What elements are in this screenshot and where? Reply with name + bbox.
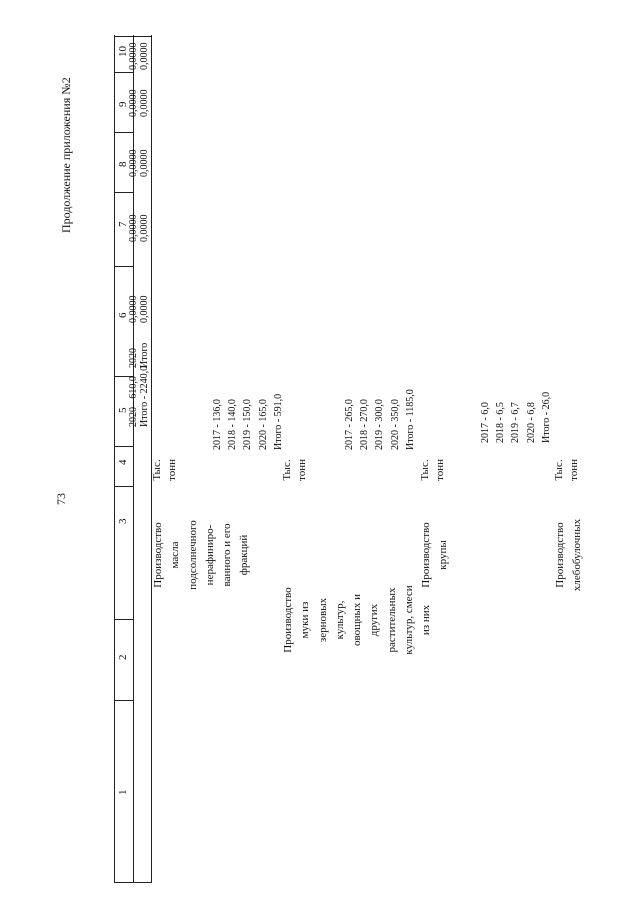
col-separator-9 [114, 72, 134, 73]
row-3-name: Производство крупы [420, 522, 450, 588]
col-header-4: 4 [117, 459, 129, 465]
page-number: 73 [54, 493, 68, 505]
col-header-5: 5 [117, 407, 129, 413]
appendix-caption: Продолжение приложения №2 [59, 77, 73, 233]
col-header-9: 9 [117, 101, 129, 107]
col-separator-4 [114, 446, 134, 447]
col-separator-1 [114, 700, 134, 701]
carryover-col10: 0,0000 0,0000 [128, 89, 150, 117]
col-header-7: 7 [117, 221, 129, 227]
col-separator-8 [114, 132, 134, 133]
col-separator-6 [114, 266, 134, 267]
row-1-name: Производство масла подсолнечного нерафиниро- ванного и его фракций [152, 520, 251, 590]
row-4-name: Производство хлебобулочных [554, 518, 584, 592]
carryover-col9: 0,0000 0,0000 [128, 149, 150, 177]
row-4-unit: Тыс. тонн [553, 459, 580, 481]
carryover-col10b: 0,0000 0,0000 [128, 42, 150, 70]
col-header-8: 8 [117, 161, 129, 167]
col-separator-2 [114, 619, 134, 620]
carryover-col7: 0,0000 0,0000 [128, 295, 150, 323]
col-header-1: 1 [117, 789, 129, 795]
col-header-6: 6 [117, 312, 129, 318]
row-3-unit: Тыс. тонн [419, 459, 446, 481]
row-2-unit: Тыс. тонн [281, 459, 308, 481]
carryover-col5: 2020 - 610,0 Итого - 2240,0 [128, 365, 150, 427]
row-3-values: 2017 - 6,0 2018 - 6,5 2019 - 6,7 2020 - 6,8 Итого - 26,0 [480, 391, 552, 443]
carryover-col8: 0,0000 0,0000 [128, 214, 150, 242]
col-separator-7 [114, 192, 134, 193]
carryover-col6: 2020 Итого [128, 342, 150, 368]
col-header-2: 2 [117, 654, 129, 660]
row-2-values: 2017 - 265,0 2018 - 270,0 2019 - 300,0 2020 - 350,0 Итого - 1185,0 [344, 389, 416, 450]
col-header-10: 10 [117, 46, 129, 57]
row-1-values: 2017 - 136,0 2018 - 140,0 2019 - 150,0 2020 - 165,0 Итого - 591,0 [212, 393, 284, 450]
col-header-3: 3 [117, 518, 129, 524]
table-top-border [114, 35, 115, 883]
row-1-unit: Тыс. тонн [151, 459, 178, 481]
col-separator-3 [114, 486, 134, 487]
table-right-border [114, 36, 151, 37]
row-2-name: Производство муки из зерновых культур, овощных и других растительных культур, смеси из них [282, 585, 433, 655]
